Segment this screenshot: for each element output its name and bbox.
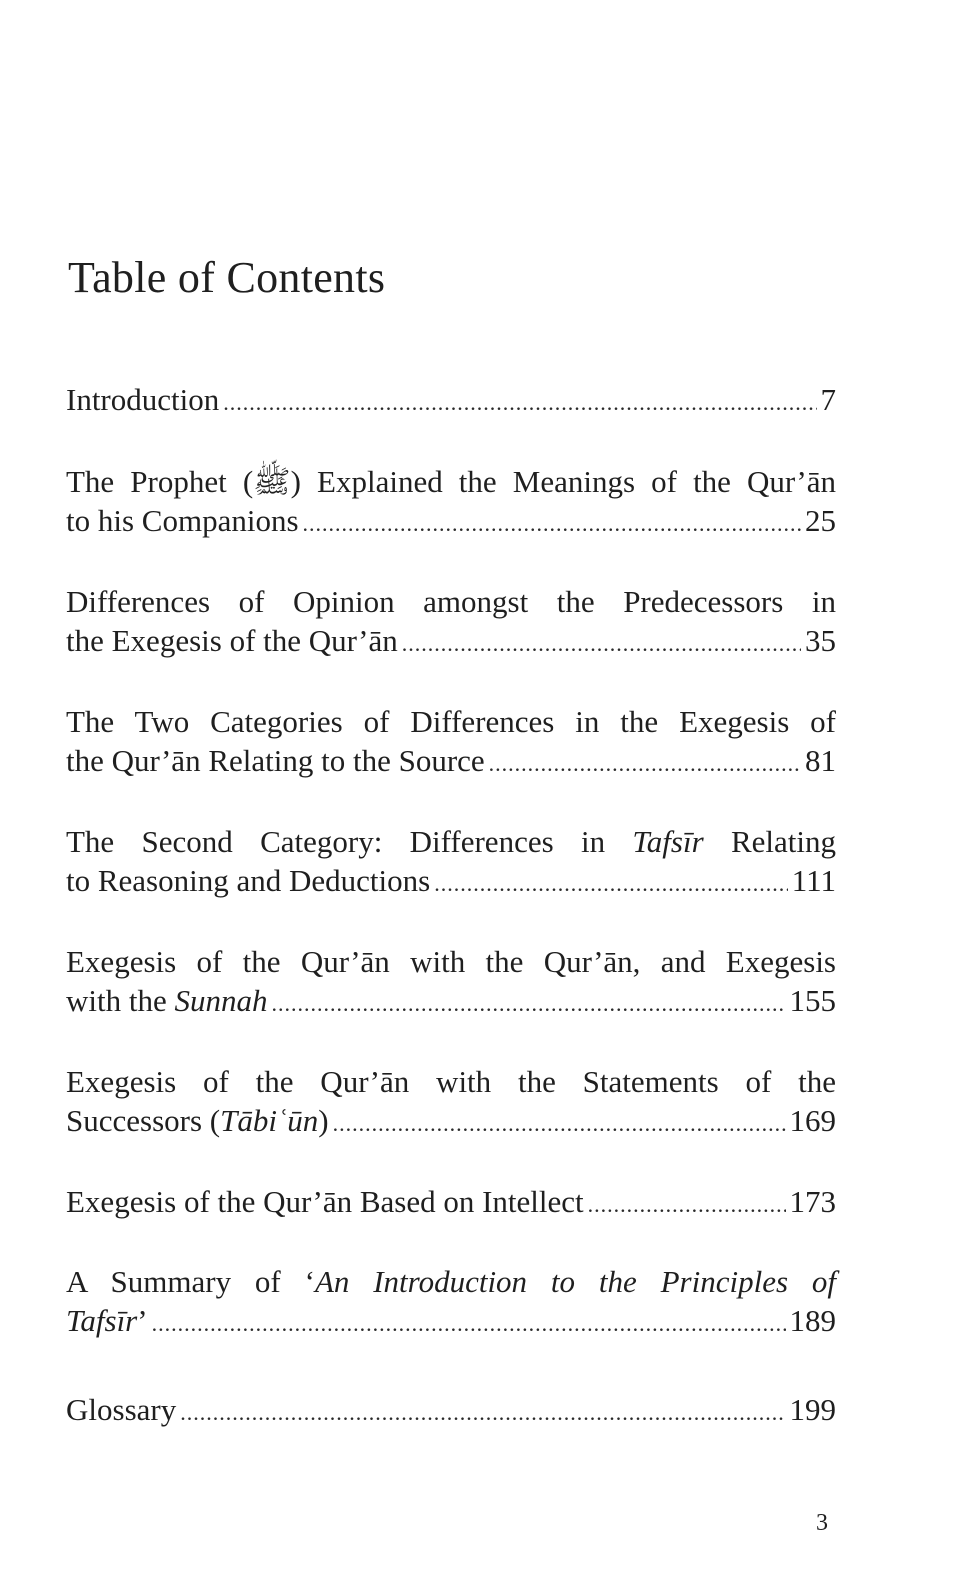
toc-entry-prophet-explained[interactable] (66, 462, 836, 543)
toc-entry-title-line1 (66, 1262, 836, 1301)
dot-leader (489, 744, 801, 783)
dot-leader (434, 864, 788, 903)
toc-entry-title-line2: the Qur’ān Relating to the Source (66, 743, 485, 778)
toc-entry-title-line1 (66, 822, 836, 861)
toc-page-number: 173 (789, 1184, 836, 1219)
toc-entry-title-line1: The Two Categories of Differences in the Exegesis of (66, 704, 836, 739)
toc-entry-line (66, 1390, 836, 1432)
toc-page-number: 7 (820, 382, 836, 417)
dot-leader (180, 1393, 785, 1432)
toc-entry-line (66, 981, 836, 1023)
toc-entry-exegesis-quran-sunnah[interactable] (66, 942, 836, 1023)
dot-leader (223, 383, 816, 422)
toc-entry-summary[interactable] (66, 1262, 836, 1343)
toc-page-number: 35 (805, 623, 836, 658)
toc-entry-line (66, 1301, 836, 1343)
toc-entry-line (66, 861, 836, 903)
toc-entry-two-categories[interactable] (66, 702, 836, 783)
toc-entry-title-line2 (66, 981, 268, 1020)
toc-entry-exegesis-successors[interactable] (66, 1062, 836, 1143)
dot-leader (152, 1304, 786, 1343)
title-text: ’ (137, 1303, 148, 1338)
toc-page-number: 199 (789, 1392, 836, 1427)
dot-leader (303, 504, 801, 543)
toc-entry-title-line2 (66, 1301, 148, 1340)
toc-entry-title-line2: to Reasoning and Deductions (66, 863, 431, 898)
toc-entry-line (66, 1182, 836, 1224)
toc-entry-line (66, 501, 836, 543)
toc-entry-line (66, 380, 836, 422)
toc-entry-title: Glossary (66, 1392, 177, 1427)
title-italic-text: Tābiʿūn (220, 1103, 319, 1138)
title-text: with the (66, 983, 175, 1018)
title-text: A Summary of ‘ (66, 1264, 315, 1299)
title-italic-text: Sunnah (174, 983, 268, 1018)
dot-leader (333, 1104, 786, 1143)
dot-leader (588, 1185, 786, 1224)
title-text: Relating (703, 824, 836, 859)
page-number: 3 (816, 1510, 828, 1536)
title-text: ) (318, 1103, 329, 1138)
toc-page-number: 169 (789, 1103, 836, 1138)
dot-leader (402, 624, 801, 663)
toc-page-number: 81 (805, 743, 836, 778)
toc-entry-differences-of-opinion[interactable] (66, 582, 836, 663)
toc-page-number: 189 (789, 1303, 836, 1338)
toc-entry-title-line1: Differences of Opinion amongst the Predecessors in (66, 584, 836, 619)
toc-entry-title-line1: The Prophet (ﷺ) Explained the Meanings of the Qur’ān (66, 464, 836, 499)
toc-entry-line (66, 621, 836, 663)
toc-entry-glossary[interactable] (66, 1390, 836, 1432)
title-italic-text: Tafsīr (632, 824, 704, 859)
toc-entry-title-line2 (66, 1101, 329, 1140)
title-italic-text: An Introduction to the Principles of (314, 1264, 836, 1299)
toc-entry-title-line1: Exegesis of the Qur’ān with the Statements of the (66, 1064, 836, 1099)
toc-entry-title-line1: Exegesis of the Qur’ān with the Qur’ān, and Exegesis (66, 944, 836, 979)
toc-entry-line (66, 741, 836, 783)
toc-entry-title-line2: to his Companions (66, 503, 299, 538)
toc-entry-title: Exegesis of the Qur’ān Based on Intellect (66, 1184, 584, 1219)
toc-entry-title-line2: the Exegesis of the Qur’ān (66, 623, 398, 658)
toc-page-number: 25 (805, 503, 836, 538)
title-text: Successors ( (66, 1103, 221, 1138)
toc-entry-second-category[interactable] (66, 822, 836, 903)
toc-entry-line (66, 1101, 836, 1143)
toc-entry-introduction[interactable] (66, 380, 836, 422)
title-text: The Second Category: Differences in (66, 824, 633, 859)
page-title: Table of Contents (68, 253, 386, 302)
toc-entry-title: Introduction (66, 382, 220, 417)
dot-leader (272, 984, 786, 1023)
toc-entry-exegesis-intellect[interactable] (66, 1182, 836, 1224)
title-italic-text: Tafsīr (66, 1303, 138, 1338)
toc-page-number: 111 (791, 863, 836, 898)
toc-page-number: 155 (789, 983, 836, 1018)
